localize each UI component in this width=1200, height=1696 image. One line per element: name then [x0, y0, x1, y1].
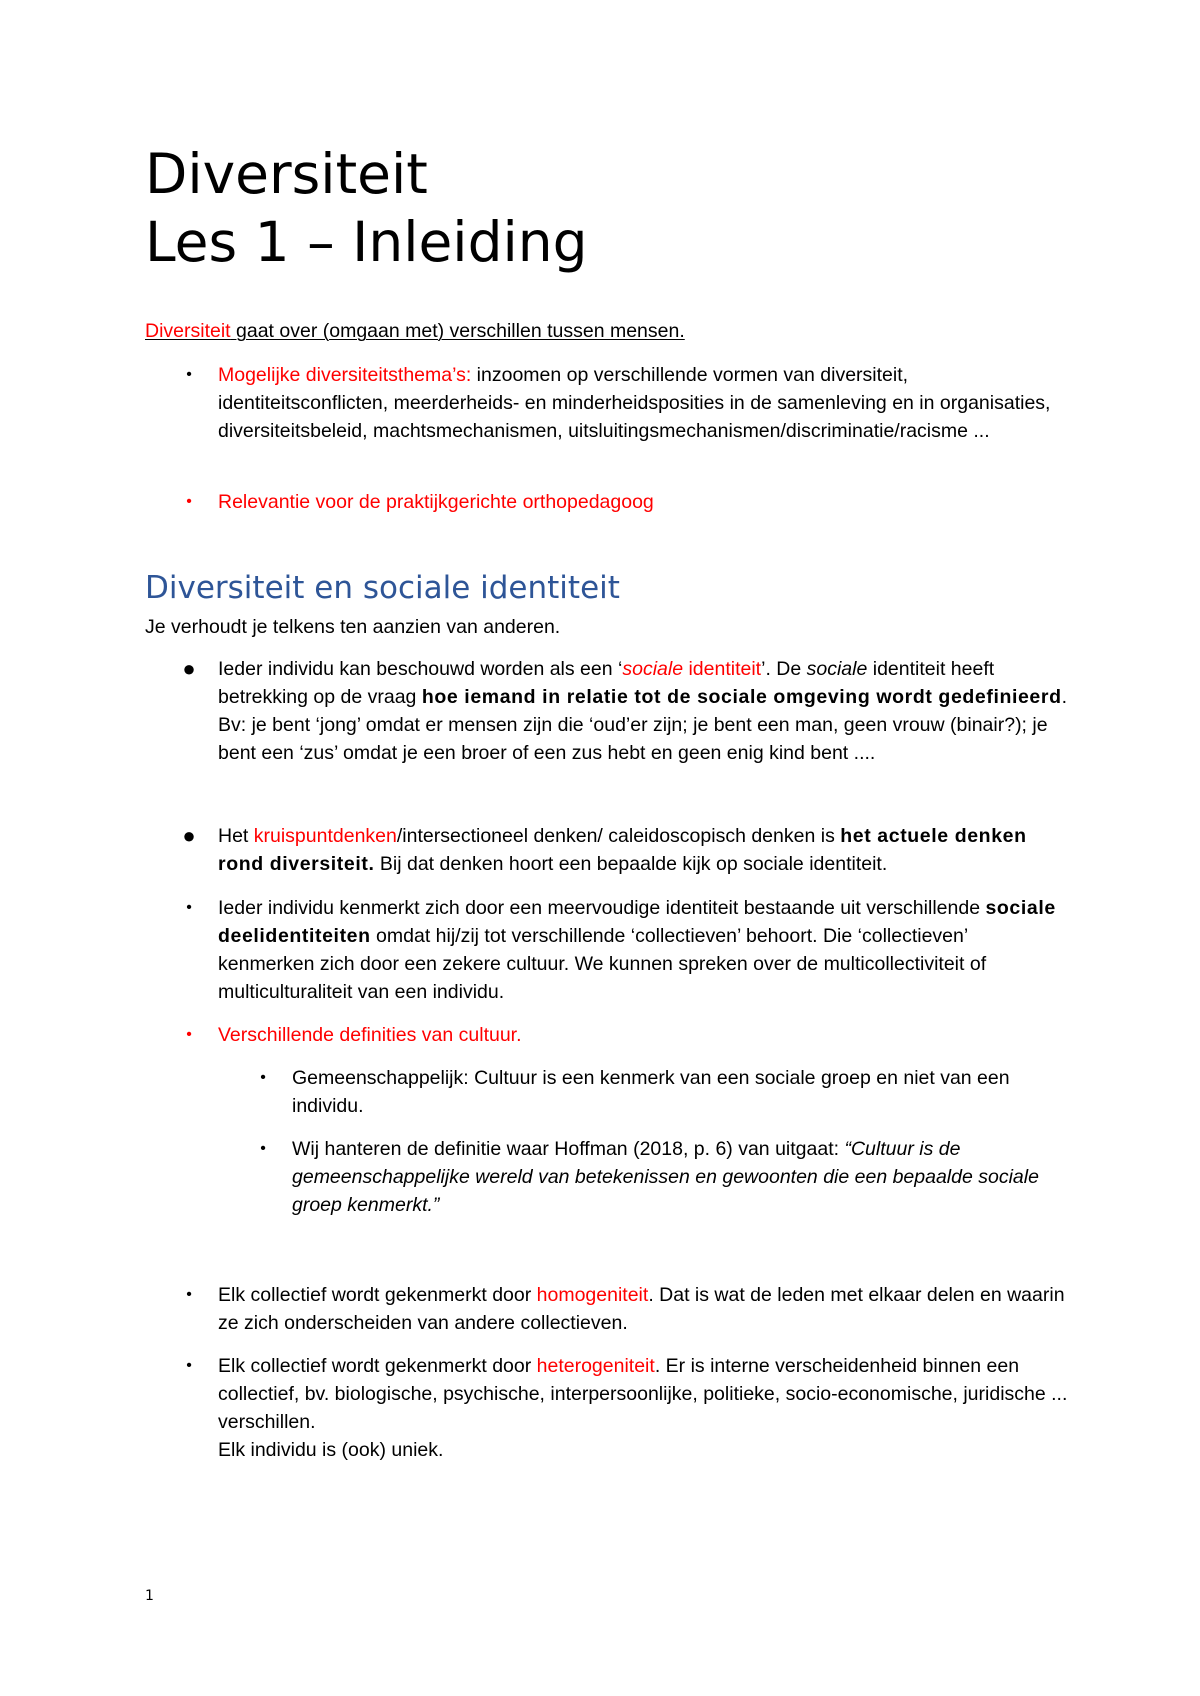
text-run-red: identiteit [683, 658, 762, 680]
text-run-bold: hoe iemand in relatie tot de sociale omgeving wordt gedefinieerd [421, 686, 1062, 708]
text-run: . Er is interne verscheidenheid binnen een collectief, bv. biologische, psychische, interpersoonlijke, politieke, socio-economische, juridische ... verschillen. [218, 1355, 1068, 1433]
themes-text: inzoomen op verschillende vormen van diversiteit, identiteitsconflicten, meerderheids- en minderheidsposities in de samenleving en in organisaties, diversiteitsbeleid, machtsmechanismen, uitsluitingsmechanismen/discriminatie/racisme ... [218, 364, 1051, 442]
bullet-icon: • [260, 1140, 266, 1157]
bullet-icon: • [260, 1069, 266, 1086]
text-run-red: heterogeniteit [536, 1355, 655, 1377]
bullet-icon: ● [182, 823, 196, 848]
text-run: Het [218, 825, 254, 847]
bullet-icon: • [186, 1026, 192, 1043]
text-run-red: kruispuntdenken [253, 825, 397, 847]
title-line-2: Les 1 – Inleiding [145, 210, 588, 274]
text-run-red: homogeniteit [536, 1284, 649, 1306]
text-run: Ieder individu kenmerkt zich door een meervoudige identiteit bestaande uit verschillende [218, 897, 986, 919]
text-run-bold: sociale deelidentiteiten [218, 897, 1056, 947]
bullet-icon: • [186, 1286, 192, 1303]
list-item-culture-definitions [186, 1021, 1068, 1049]
text-run-red: Verschillende definities van cultuur. [218, 1024, 522, 1046]
text-run-italic: sociale [806, 658, 868, 680]
text-run-italic: “Cultuur is de gemeenschappelijke wereld van betekenissen en gewoonten die een bepaalde sociale groep kenmerkt.” [292, 1138, 1039, 1216]
intro-rest: gaat over (omgaan met) verschillen tussen mensen. [230, 320, 685, 342]
bullet-icon: • [186, 493, 192, 510]
text-run: Elk individu is (ook) uniek. [218, 1439, 444, 1461]
sub-item-hoffman [260, 1135, 1072, 1219]
list-item-multiple-identity [186, 894, 1068, 1006]
list-item-homogeneity [186, 1281, 1068, 1337]
text-run: Elk collectief wordt gekenmerkt door [218, 1284, 537, 1306]
text-run: ’. De [761, 658, 807, 680]
text-run-bold: het actuele denken rond diversiteit. [218, 825, 1027, 875]
text-run: Wij hanteren de definitie waar Hoffman (2018, p. 6) van uitgaat: [292, 1138, 845, 1160]
title-line-1: Diversiteit [145, 142, 428, 206]
themes-term: Mogelijke diversiteitsthema’s: [218, 364, 472, 386]
text-run: Ieder individu kan beschouwd worden als een ‘ [218, 658, 623, 680]
list-item-themes [186, 361, 1068, 445]
relevance-term: Relevantie voor de praktijkgerichte orthopedagoog [218, 491, 654, 513]
text-run: Bij dat denken hoort een bepaalde kijk op sociale identiteit. [374, 853, 888, 875]
page-number: 1 [145, 1588, 154, 1604]
text-run: /intersectioneel denken/ caleidoscopisch denken is [396, 825, 841, 847]
bullet-icon: • [186, 366, 192, 383]
text-run: identiteit heeft betrekking op de vraag [218, 658, 995, 708]
sub-item-common [260, 1064, 1072, 1120]
text-run: omdat hij/zij tot verschillende ‘collectieven’ behoort. Die ‘collectieven’ kenmerken zich door een zekere cultuur. We kunnen spreken over de multicollectiviteit of multiculturaliteit van een individu. [218, 925, 987, 1003]
list-item-relevance [186, 488, 1068, 516]
intro-sentence [145, 317, 685, 345]
intro-term: Diversiteit [145, 320, 231, 342]
bullet-icon: ● [182, 656, 196, 681]
list-item-intersectional [182, 822, 1068, 878]
list-item-heterogeneity [186, 1352, 1068, 1464]
text-run: Gemeenschappelijk: Cultuur is een kenmerk van een sociale groep en niet van een individu. [292, 1067, 1010, 1117]
text-run: . Dat is wat de leden met elkaar delen en waarin ze zich onderscheiden van andere collectieven. [218, 1284, 1065, 1334]
bullet-icon: • [186, 1357, 192, 1374]
section-heading: Diversiteit en sociale identiteit [145, 570, 620, 606]
list-item-social-identity [182, 655, 1068, 767]
document-title [145, 140, 588, 276]
text-run: Elk collectief wordt gekenmerkt door [218, 1355, 537, 1377]
text-run-italic-red: sociale [622, 658, 684, 680]
bullet-icon: • [186, 899, 192, 916]
section-lead: Je verhoudt je telkens ten aanzien van anderen. [145, 616, 561, 638]
text-run: . Bv: je bent ‘jong’ omdat er mensen zijn die ‘oud’er zijn; je bent een man, geen vrouw (binair?); je bent een ‘zus’ omdat je een broer of een zus hebt en geen enig kind bent .... [218, 686, 1068, 764]
